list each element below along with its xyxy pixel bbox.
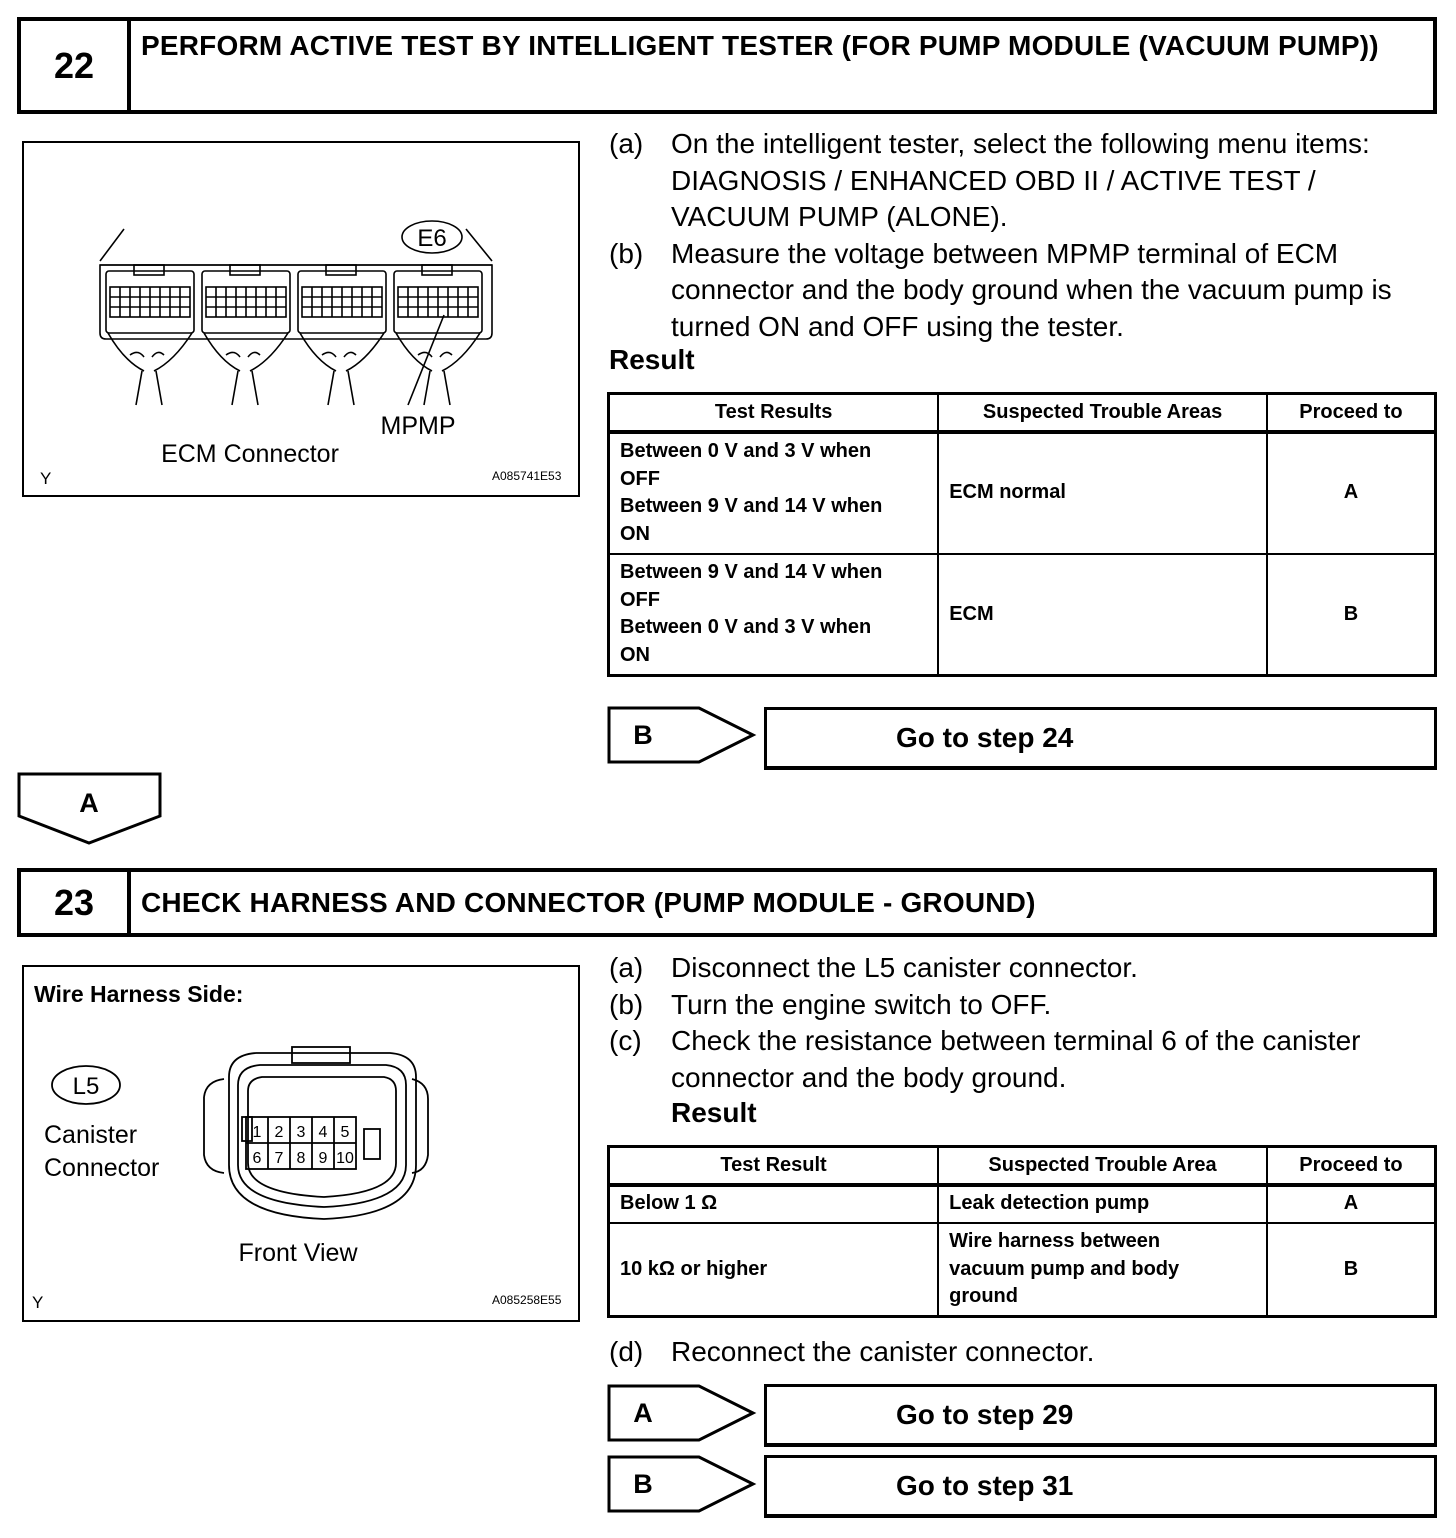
result-line: OFF [620, 467, 660, 490]
column-header: Proceed to [1267, 1147, 1436, 1185]
instruction-text: Reconnect the canister connector. [671, 1336, 1095, 1367]
branch-arrow-b [607, 706, 757, 764]
branch-arrow-b [607, 1455, 757, 1513]
connector-name-line: Connector [44, 1154, 160, 1182]
table-row [609, 554, 1436, 676]
column-header: Proceed to [1267, 394, 1436, 432]
instruction-b [609, 236, 1439, 346]
test-result-cell [609, 432, 939, 554]
instruction-text: Turn the engine switch to OFF. [671, 988, 1052, 1020]
instruction-label: (a) [609, 952, 644, 983]
trouble-area-cell [938, 1185, 1267, 1223]
instruction-label: (a) [609, 128, 644, 159]
proceed-cell: A [1267, 1185, 1436, 1223]
view-label: Front View [238, 1239, 358, 1267]
proceed-cell: B [1267, 554, 1436, 676]
figure-code: A085741E53 [492, 469, 562, 483]
figure-corner-mark: Y [32, 1293, 44, 1312]
table-row [609, 1223, 1436, 1317]
figure-code: A085258E55 [492, 1293, 562, 1307]
figure-corner-mark: Y [40, 469, 52, 488]
goto-step-29-box[interactable]: Go to step 29 [764, 1384, 1437, 1447]
result-line: Between 0 V and 3 V when [620, 616, 872, 639]
instruction-b [609, 987, 1439, 1024]
pin-label: 1 [252, 1124, 262, 1141]
pin-label: 5 [340, 1124, 350, 1141]
terminal-label-mpmp: MPMP [380, 412, 456, 440]
pin-label: 2 [274, 1124, 284, 1141]
instruction-text: Disconnect the L5 canister connector. [671, 952, 1138, 983]
instruction-text: Check the resistance between terminal 6 of the canister connector and the body ground. [671, 1025, 1361, 1093]
connector-id-e6: E6 [417, 225, 447, 252]
result-line: ON [620, 643, 650, 666]
instruction-d [609, 1334, 1439, 1371]
pin-label: 9 [318, 1150, 328, 1167]
canister-connector-drawing [24, 967, 578, 1320]
instruction-text: Measure the voltage between MPMP terminal of ECM connector and the body ground when the vacuum pump is turned ON and OFF using the tester. [671, 237, 1392, 342]
area-line: Wire harness between [949, 1230, 1161, 1252]
trouble-area-cell: ECM normal [938, 432, 1267, 554]
instruction-d-row [609, 1334, 1439, 1371]
step-22-result-table [607, 392, 1437, 677]
canister-connector-figure [22, 965, 580, 1322]
figure-heading: Wire Harness Side: [34, 981, 244, 1007]
pin-label: 8 [296, 1150, 306, 1167]
instruction-label: (b) [609, 237, 644, 269]
table-header-row [609, 1147, 1436, 1185]
branch-letter: A [633, 1398, 653, 1428]
area-line: Leak detection pump [949, 1192, 1150, 1215]
test-result-cell: Below 1 Ω [609, 1185, 939, 1223]
proceed-cell: B [1267, 1223, 1436, 1317]
ecm-connector-drawing [24, 143, 578, 495]
proceed-cell: A [1267, 432, 1436, 554]
pin-label: 7 [274, 1150, 284, 1167]
trouble-area-cell: ECM [938, 554, 1267, 676]
branch-arrow-a [607, 1384, 757, 1442]
instruction-c [609, 1023, 1439, 1096]
step-22-instructions [609, 126, 1439, 345]
pin-label: 6 [252, 1150, 262, 1167]
pin-label: 4 [318, 1124, 328, 1141]
instruction-label: (d) [609, 1336, 644, 1367]
column-header: Suspected Trouble Areas [938, 394, 1267, 432]
column-header: Suspected Trouble Area [938, 1147, 1267, 1185]
connector-id-l5: L5 [72, 1073, 100, 1100]
step-22-header [17, 17, 1437, 114]
step-title: PERFORM ACTIVE TEST BY INTELLIGENT TESTER (FOR PUMP MODULE (VACUUM PUMP)) [141, 30, 1379, 61]
instruction-label: (c) [609, 1025, 642, 1056]
branch-letter: B [633, 1469, 653, 1499]
result-line: Between 9 V and 14 V when [620, 561, 883, 584]
area-line: vacuum pump and body [949, 1257, 1180, 1280]
pin-label: 10 [336, 1150, 354, 1167]
arrow-letter: A [79, 788, 99, 818]
step-title: CHECK HARNESS AND CONNECTOR (PUMP MODULE - GROUND) [141, 887, 1036, 918]
step-23-result-table [607, 1145, 1437, 1318]
goto-step-31-box[interactable]: Go to step 31 [764, 1455, 1437, 1518]
result-line: Between 9 V and 14 V when [620, 495, 883, 517]
result-label: Result [671, 1097, 757, 1128]
result-line: Between 0 V and 3 V when [620, 440, 872, 462]
column-header: Test Results [609, 394, 939, 432]
step-number: 23 [21, 872, 131, 933]
step-23-instructions [609, 950, 1439, 1096]
instruction-a [609, 126, 1439, 236]
instruction-label: (b) [609, 988, 644, 1020]
table-header-row [609, 394, 1436, 432]
column-header: Test Result [609, 1147, 939, 1185]
result-line: ON [620, 522, 650, 545]
table-row [609, 432, 1436, 554]
connector-name-line: Canister [44, 1121, 138, 1149]
step-number: 22 [21, 21, 131, 110]
result-label: Result [609, 344, 695, 375]
trouble-area-cell [938, 1223, 1267, 1317]
ecm-connector-figure [22, 141, 580, 497]
pin-label: 3 [296, 1124, 306, 1141]
branch-letter: B [633, 720, 653, 750]
table-row [609, 1185, 1436, 1223]
instruction-a [609, 950, 1439, 987]
goto-step-24-box[interactable]: Go to step 24 [764, 707, 1437, 770]
area-line: ground [949, 1285, 1018, 1307]
step-23-header [17, 868, 1437, 937]
instruction-text: On the intelligent tester, select the following menu items: DIAGNOSIS / ENHANCED OBD II / ACTIVE TEST / VACUUM PUMP (ALONE). [671, 128, 1370, 232]
test-result-cell: 10 kΩ or higher [609, 1223, 939, 1317]
test-result-cell [609, 554, 939, 676]
proceed-arrow-a [17, 772, 163, 846]
result-line: OFF [620, 588, 660, 611]
figure-caption: ECM Connector [161, 440, 339, 468]
